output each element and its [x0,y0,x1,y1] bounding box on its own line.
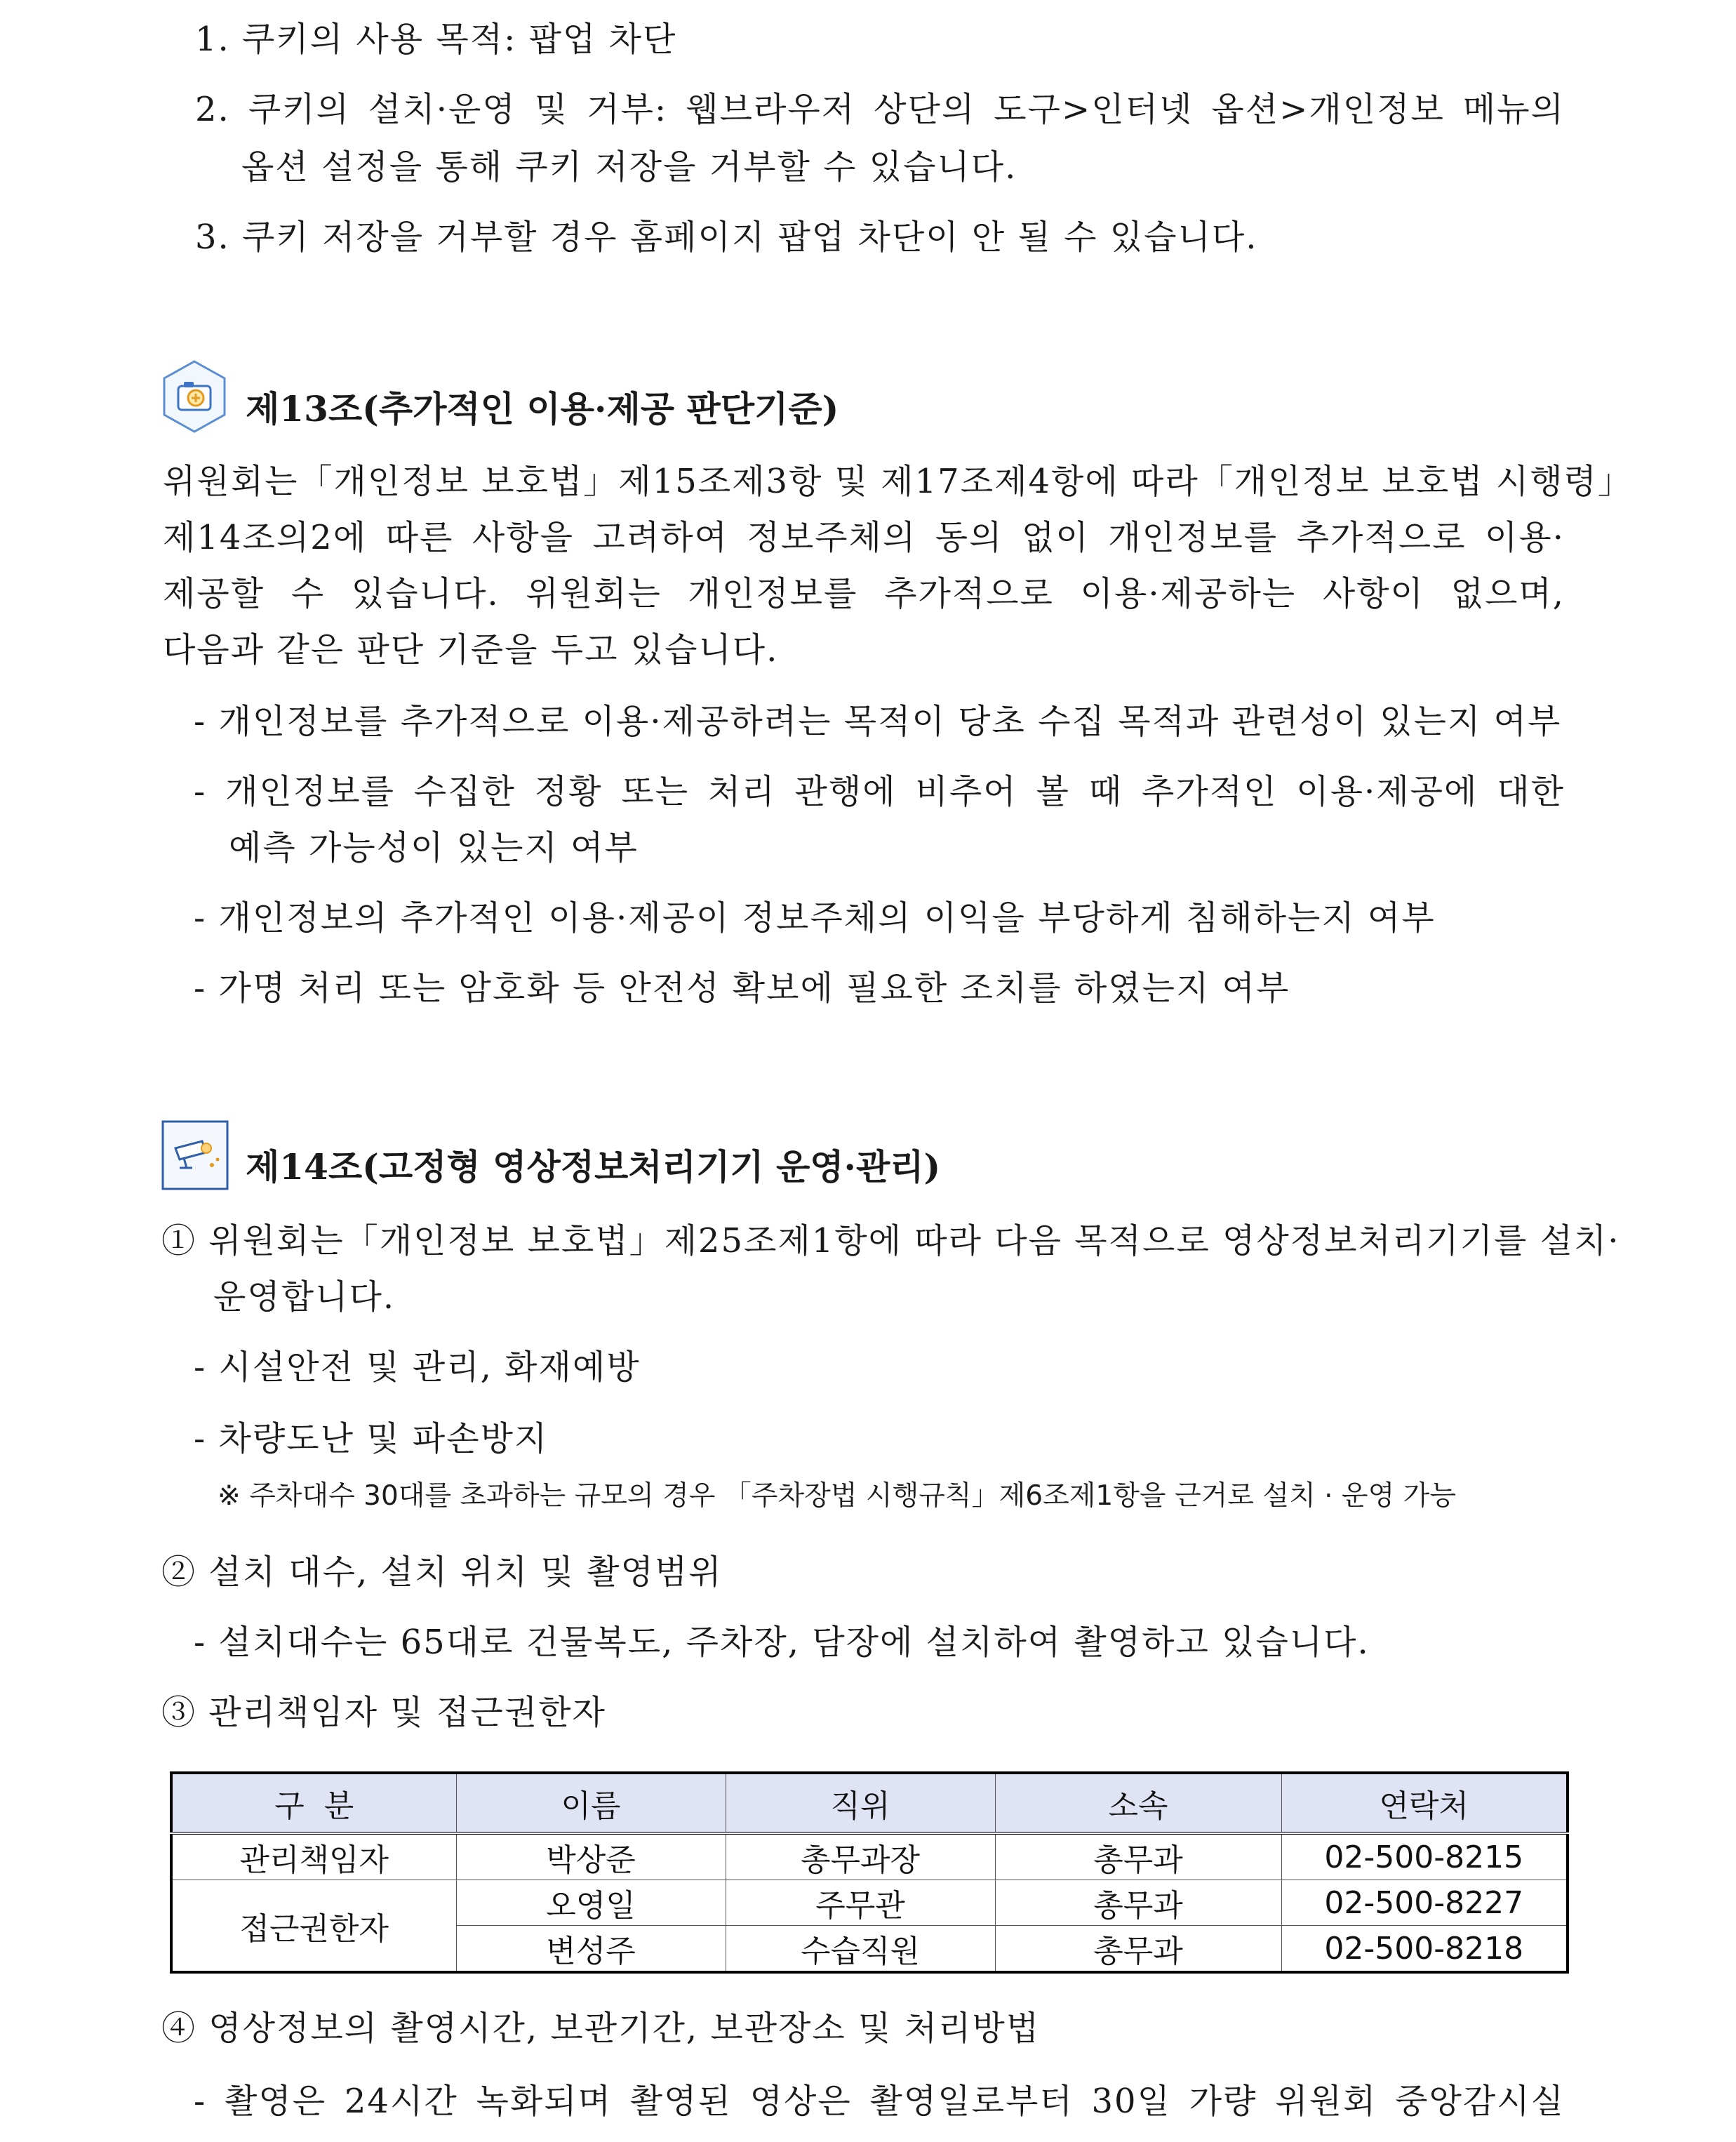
table-header-category: 구 분 [171,1773,456,1833]
intro-list-item-2-cont: 옵션 설정을 통해 쿠키 저장을 거부할 수 있습니다. [241,147,1017,187]
article-14-item-1-cont: 운영합니다. [213,1277,396,1317]
table-row [171,1833,1568,1880]
article-13-title: 제13조(추가적인 이용·제공 판단기준) [246,388,839,430]
table-header-department: 소속 [995,1773,1281,1833]
table-cell-role: 접근권한자 [171,1880,456,1973]
article-13-body-line-3: 제공할 수 있습니다. 위원회는 개인정보를 추가적으로 이용·제공하는 사항이 없으며, [163,574,1565,613]
table-cell-name: 오영일 [456,1880,726,1926]
article-13-body-line-4: 다음과 같은 판단 기준을 두고 있습니다. [163,630,779,670]
table-cell-position: 주무관 [726,1880,995,1926]
table-cell-position: 수습직원 [726,1926,995,1973]
article-14-item-2: ② 설치 대수, 설치 위치 및 촬영범위 [161,1552,723,1592]
intro-list-item-3: 3. 쿠키 저장을 거부할 경우 홈페이지 팝업 차단이 안 될 수 있습니다. [195,218,1258,257]
article-13-bullet-3: - 개인정보의 추가적인 이용·제공이 정보주체의 이익을 부당하게 침해하는지 여부 [194,898,1436,938]
table-row [171,1880,1568,1926]
table-header-row [171,1773,1568,1833]
article-14-title: 제14조(고정형 영상정보처리기기 운영·관리) [246,1146,941,1188]
table-header-name: 이름 [456,1773,726,1833]
article-14-item-4-detail: - 촬영은 24시간 녹화되며 촬영된 영상은 촬영일로부터 30일 가량 위원회 중앙감시실 [194,2082,1565,2121]
table-cell-contact: 02-500-8218 [1281,1926,1568,1973]
article-13-bullet-2: - 개인정보를 수집한 정황 또는 처리 관행에 비추어 볼 때 추가적인 이용·제공에 대한 [194,772,1565,811]
table-cell-position: 총무과장 [726,1833,995,1880]
article-14-note: ※ 주차대수 30대를 초과하는 규모의 경우 「주차장법 시행규칙」제6조제1항을 근거로 설치 · 운영 가능 [218,1480,1457,1512]
article-13-bullet-4: - 가명 처리 또는 암호화 등 안전성 확보에 필요한 조치를 하였는지 여부 [194,969,1290,1008]
table-header-contact: 연락처 [1281,1773,1568,1833]
camera-plus-icon [161,359,227,434]
article-13-body-line-1: 위원회는「개인정보 보호법」제15조제3항 및 제17조제4항에 따라「개인정보 보호법 시행령」 [163,462,1633,501]
article-14-item-3: ③ 관리책임자 및 접근권한자 [161,1693,606,1732]
article-14-item-2-detail: - 설치대수는 65대로 건물복도, 주차장, 담장에 설치하여 촬영하고 있습니다. [194,1623,1370,1662]
cctv-manager-table [170,1771,1569,1974]
intro-list-item-1: 1. 쿠키의 사용 목적: 팝업 차단 [195,20,677,59]
cctv-camera-icon [161,1120,229,1190]
table-header-position: 직위 [726,1773,995,1833]
article-14-item-1: ① 위원회는「개인정보 보호법」제25조제1항에 따라 다음 목적으로 영상정보처리기기를 설치· [161,1221,1620,1260]
article-14-purpose-2: - 차량도난 및 파손방지 [194,1419,549,1458]
article-13-bullet-1: - 개인정보를 추가적으로 이용·제공하려는 목적이 당초 수집 목적과 관련성이 있는지 여부 [194,702,1562,741]
article-13-body-line-2: 제14조의2에 따른 사항을 고려하여 정보주체의 동의 없이 개인정보를 추가적으로 이용· [163,518,1565,557]
intro-list-item-2: 2. 쿠키의 설치·운영 및 거부: 웹브라우저 상단의 도구>인터넷 옵션>개인정보 메뉴의 [195,90,1565,129]
table-cell-department: 총무과 [995,1926,1281,1973]
article-14-purpose-1: - 시설안전 및 관리, 화재예방 [194,1348,641,1387]
table-cell-department: 총무과 [995,1833,1281,1880]
table-cell-department: 총무과 [995,1880,1281,1926]
table-cell-contact: 02-500-8215 [1281,1833,1568,1880]
article-14-item-4: ④ 영상정보의 촬영시간, 보관기간, 보관장소 및 처리방법 [161,2009,1041,2048]
table-cell-role: 관리책임자 [171,1833,456,1880]
table-cell-name: 변성주 [456,1926,726,1973]
article-13-bullet-2-cont: 예측 가능성이 있는지 여부 [229,828,639,867]
table-cell-name: 박상준 [456,1833,726,1880]
table-cell-contact: 02-500-8227 [1281,1880,1568,1926]
